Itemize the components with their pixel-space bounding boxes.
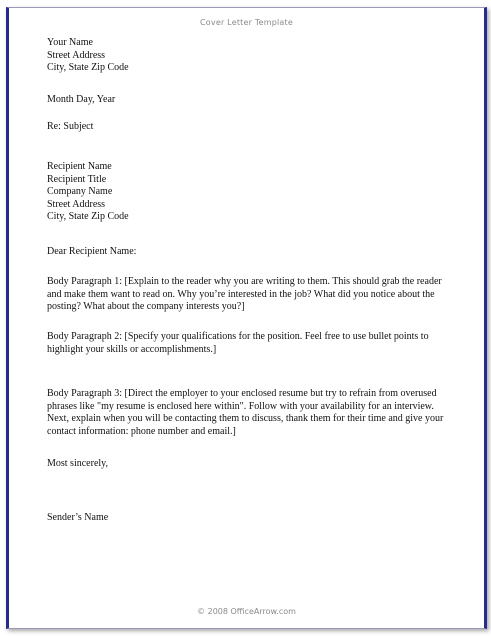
letter-date: Month Day, Year [47,94,116,105]
recipient-title: Recipient Title [47,173,107,185]
sender-name: Your Name [47,37,93,48]
recipient-company: Company Name [47,186,113,197]
sender-street: Street Address [47,49,106,61]
recipient-block [47,161,129,224]
page-header: Cover Letter Template [200,18,293,27]
page-frame [6,7,487,629]
body-paragraph-1: Body Paragraph 1: [Explain to the reader why you are writing to them. This should grab the reader and make them want to read on. Why you’re interested in the job? What did you notice about the posting? What about the company interests you?] [47,276,442,312]
letter-subject: Re: Subject [47,121,94,132]
recipient-name: Recipient Name [47,161,112,172]
page-footer: © 2008 OfficeArrow.com [197,607,296,616]
body-paragraph-3: Body Paragraph 3: [Direct the employer to your enclosed resume but try to refrain from overused phrases like "my resume is enclosed here within". Follow with your availability for an interview. Next, explain when you will be contacting them to discuss, thank them for their time and give your contact information: phone number and email.] [47,388,444,437]
sender-city: City, State Zip Code [47,62,129,73]
body-paragraph-2: Body Paragraph 2: [Specify your qualifications for the position. Feel free to use bullet points to highlight your skills or accomplishments.] [47,331,429,355]
recipient-street: Street Address [47,198,106,210]
sender-block [47,37,129,75]
signature-name: Sender’s Name [47,512,109,523]
recipient-city: City, State Zip Code [47,211,129,222]
salutation: Dear Recipient Name: [47,246,137,257]
closing: Most sincerely, [47,458,109,469]
